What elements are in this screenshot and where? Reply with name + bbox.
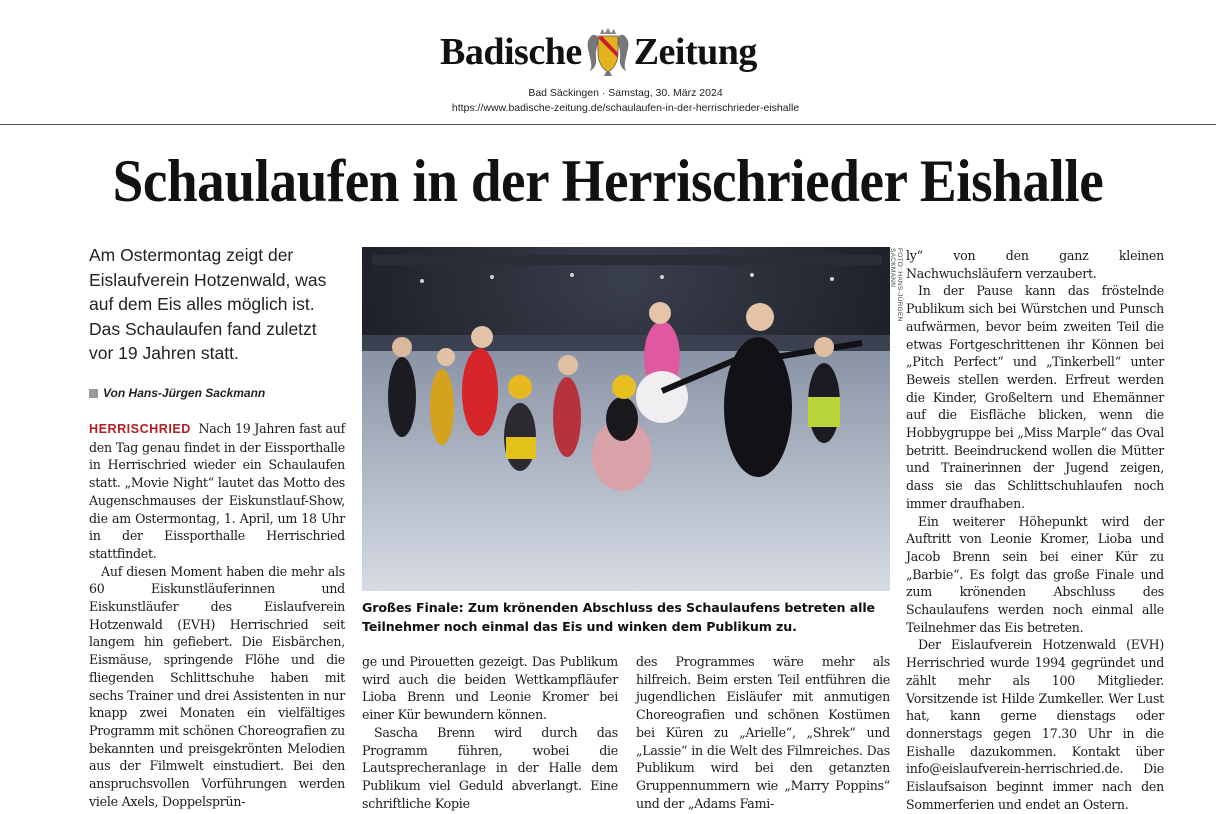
masthead: [0, 0, 1216, 124]
article-photo: [362, 247, 890, 591]
paragraph: Auf diesen Moment haben die mehr als 60 Eiskunstläuferinnen und Eiskunstläufer des Eislaufverein Hotzenwald (EVH) Herrischried seit langem hin gefiebert. Die Eisbärchen, Eismäuse, springende Flöhe und die fliegenden Schlittschuhe haben mit sechs Trainer und drei Assistenten in nur knapp zwei Monaten ein vielfältiges Programm mit schönen Choreografien zu bekannten und preisgekrönten Melodien aus der Filmwelt einstudiert. Bei den anspruchsvollen Vorführungen werden viele Axels, Doppelsprün-: [89, 563, 345, 809]
paragraph: des Programmes wäre mehr als hilfreich. Beim ersten Teil entführen die jugendlichen Eisläufer mit anmutigen Choreografien und schönen Kostümen bei Küren zu „Arielle“, „Shrek“ und „Lassie“ in die Welt des Filmreiches. Das Publikum wird bei den getanzten Gruppennummern wie „Marry Poppins“ und der „Adams Fami-: [636, 654, 890, 811]
brand-left-word: Badische: [440, 31, 582, 73]
article-headline: Schaulaufen in der Herrischrieder Eishalle: [112, 148, 1104, 214]
photo-credit: FOTO: HANS-JÜRGEN SACKMANN: [889, 248, 903, 322]
masthead-meta: [0, 86, 1216, 116]
text-column-1: [89, 420, 345, 810]
paragraph: ly“ von den ganz kleinen Nachwuchsläufern verzaubert.: [906, 248, 1164, 281]
article-lead: Am Ostermontag zeigt der Eislaufverein Hotzenwald, was auf dem Eis alles möglich ist. Das Schaulaufen fand zuletzt vor 19 Jahren statt.: [89, 245, 327, 363]
photo-caption: Großes Finale: Zum krönenden Abschluss des Schaulaufens betreten alle Teilnehmer noch einmal das Eis und winken dem Publikum zu.: [362, 600, 875, 634]
dateline: HERRISCHRIED: [89, 422, 191, 436]
ice-rink-photo: [362, 247, 890, 591]
paragraph: [89, 420, 345, 563]
paragraph: In der Pause kann das fröstelnde Publikum sich bei Würstchen und Punsch aufwärmen, bevor beim zweiten Teil die etwas Fortgeschrittenen ihr Können bei „Pitch Perfect“ und „Tinkerbell“ unter Beweis stellen werden. Erfreut werden die Kinder, Großeltern und Ehemänner auf die Eisfläche blicken, wenn die Hobbygruppe bei „Miss Marple“ das Oval betritt. Beeindruckend wollen die Mütter und Trainerinnen der Jugend zeigen, dass sie das Schlittschuhlaufen noch immer draufhaben.: [906, 283, 1164, 511]
coat-of-arms-icon: [586, 27, 630, 77]
paragraph: Der Eislaufverein Hotzenwald (EVH) Herrischried wurde 1994 gegründet und zählt mehr als 100 Mitglieder. Vorsitzende ist Hilde Zumkeller. Wer Lust hat, kann gerne dienstags oder donnerstags gegen 17.30 Uhr in die Eishalle dazukommen. Kontakt über info@eislaufverein-herrischried.de. Die Eislaufsaison beginnt immer nach den Sommerferien und endet an Ostern.: [906, 637, 1164, 812]
paragraph: ge und Pirouetten gezeigt. Das Publikum wird auch die beiden Wettkampfläufer Lioba Brenn und Leonie Kromer bei einer Kür bewundern können.: [362, 654, 618, 723]
byline: [89, 386, 344, 400]
paragraph: Ein weiterer Höhepunkt wird der Auftritt von Leonie Kromer, Lioba und Jacob Brenn sein bei einer Kür zu „Barbie“. Es folgt das große Finale und zum krönenden Abschluss des Schaulaufens werden noch einmal alle Teilnehmer das Eis betreten.: [906, 513, 1164, 635]
text-column-2: [362, 653, 618, 812]
paragraph: Sascha Brenn wird durch das Programm führen, wobei die Lautsprecheranlage in der Halle dem Publikum viel Geduld abverlangt. Eine schriftliche Kopie: [362, 724, 618, 811]
byline-square-icon: [89, 389, 98, 398]
text-column-4: [906, 247, 1164, 814]
newspaper-logo: [440, 24, 815, 80]
byline-author: Von Hans-Jürgen Sackmann: [103, 386, 266, 400]
edition-line: Bad Säckingen · Samstag, 30. März 2024: [528, 87, 723, 99]
brand-right-word: Zeitung: [633, 31, 757, 73]
text-column-3: [636, 653, 890, 812]
paragraph-text: Nach 19 Jahren fast auf den Tag genau findet in der Eissporthalle in Herrischried wieder ein Schaulaufen statt. „Movie Night“ lautet das Motto des Augenschmauses der Eiskunstlauf-Show, die am Ostermontag, 1. April, um 18 Uhr in der Eissporthalle Herrischried stattfindet.: [89, 421, 345, 561]
article-url: https://www.badische-zeitung.de/schaulaufen-in-der-herrischrieder-eishalle: [451, 102, 800, 114]
masthead-divider: [0, 124, 1216, 125]
